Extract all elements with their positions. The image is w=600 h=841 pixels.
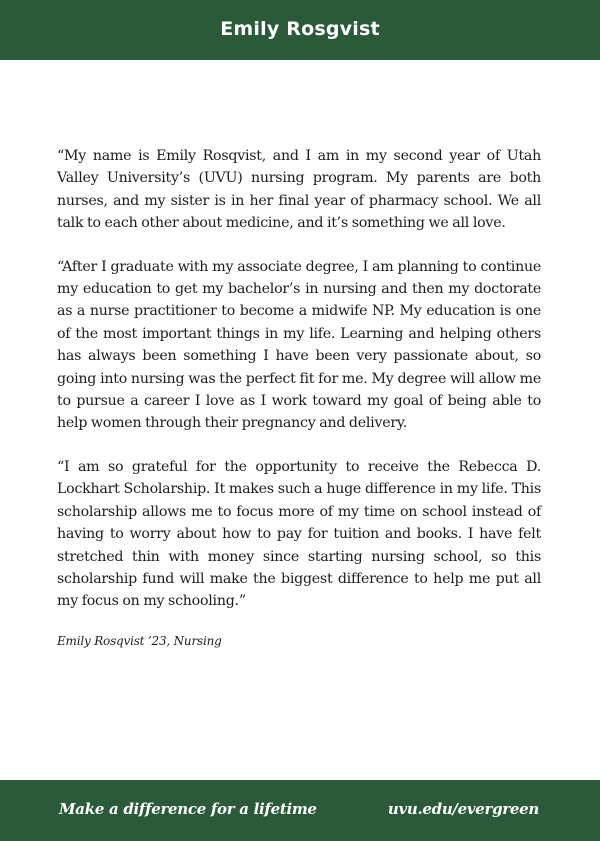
quote-paragraph-2: “After I graduate with my associate degree, I am planning to continue my education to get my bachelor’s in nursing and then my doctorate as a nurse practitioner to become a midwife NP. My education is one of the most important things in my life. Learning and helping others has always been something I have been very passionate about, so going into nursing was the perfect fit for me. My degree will allow me to pursue a career I love as I work toward my goal of being able to help women through their pregnancy and delivery. xyxy=(57,258,541,432)
page-title: Emily Rosgvist xyxy=(220,18,380,40)
attribution: Emily Rosqvist ’23, Nursing xyxy=(57,633,222,648)
header-bar xyxy=(0,0,600,60)
quote-paragraph-3: “I am so grateful for the opportunity to receive the Rebecca D. Lockhart Scholarship. It makes such a huge difference in my life. This scholarship allows me to focus more of my time on school instead of having to worry about how to pay for tuition and books. I have felt stretched thin with money since starting nursing school, so this scholarship fund will make the biggest difference to help me put all my focus on my schooling.” xyxy=(57,458,541,610)
footer-tagline: Make a difference for a lifetime xyxy=(59,800,317,818)
footer-bar xyxy=(0,780,600,841)
quote-paragraph-1: “My name is Emily Rosqvist, and I am in my second year of Utah Valley University’s (UVU) nursing program. My parents are both nurses, and my sister is in her final year of pharmacy school. We all talk to each other about medicine, and it’s something we all love. xyxy=(57,148,541,232)
footer-url-link[interactable]: uvu.edu/evergreen xyxy=(387,800,539,818)
testimonial-body xyxy=(57,145,541,648)
